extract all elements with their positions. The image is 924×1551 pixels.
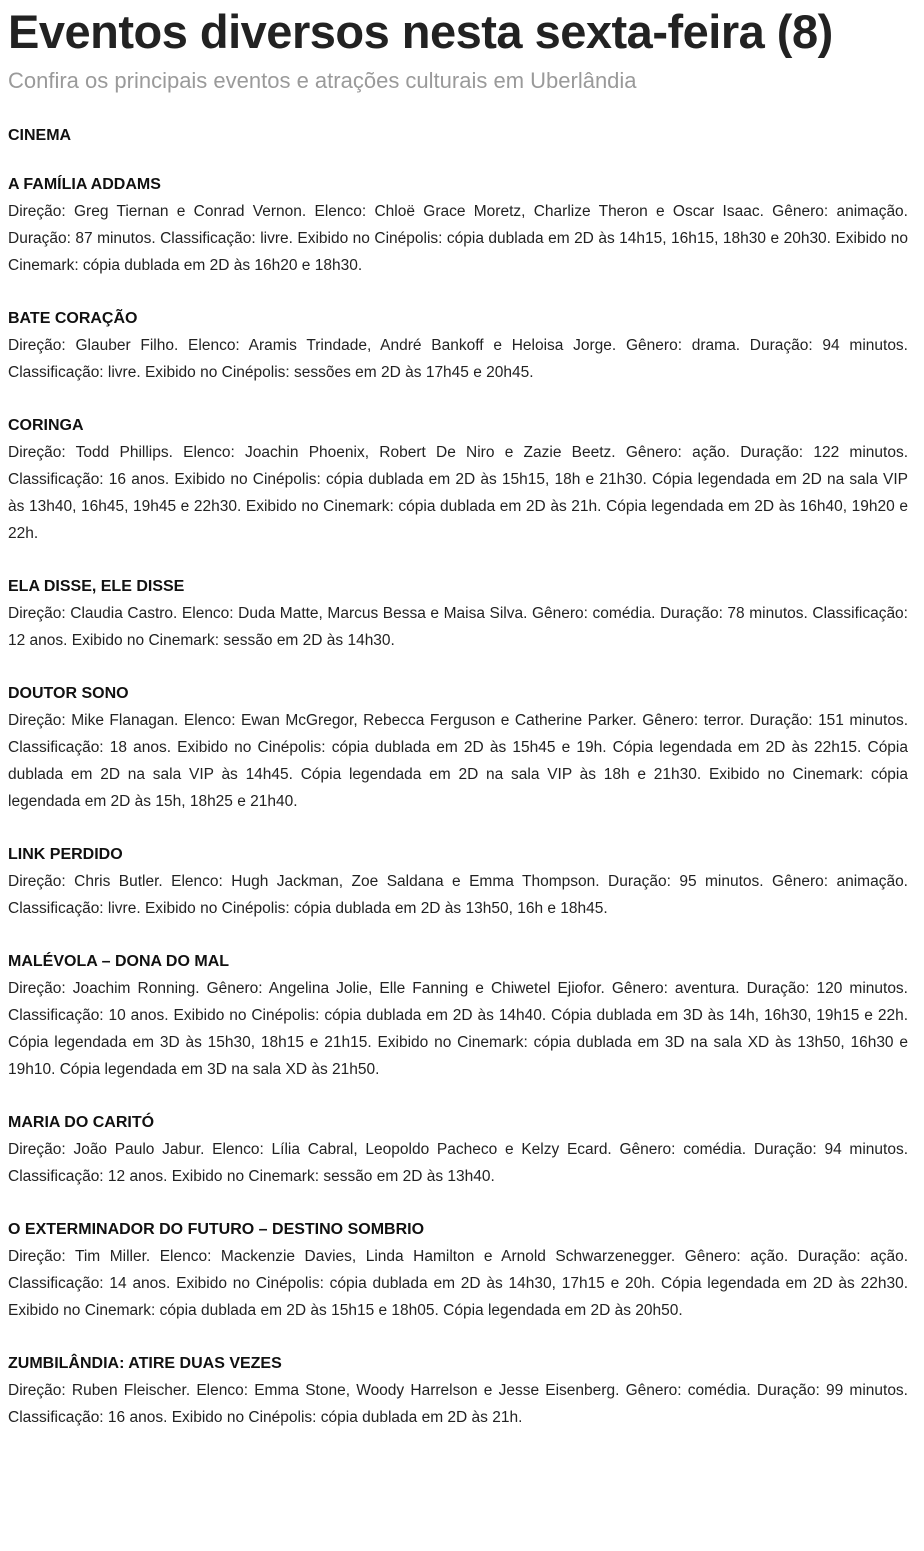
page-subtitle: Confira os principais eventos e atrações culturais em Uberlândia bbox=[8, 68, 637, 93]
film-description: Direção: Ruben Fleischer. Elenco: Emma Stone, Woody Harrelson e Jesse Eisenberg. Gênero: comédia. Duração: 99 minutos. Classificação: 16 anos. Exibido no Cinépolis: cópia dublada em 2D às 21h. bbox=[8, 1382, 908, 1426]
section-heading-cinema: CINEMA bbox=[8, 127, 72, 144]
film-title: ELA DISSE, ELE DISSE bbox=[8, 578, 185, 595]
film-title: MALÉVOLA – DONA DO MAL bbox=[8, 953, 230, 970]
film-title: BATE CORAÇÃO bbox=[8, 310, 138, 327]
film-description: Direção: Claudia Castro. Elenco: Duda Matte, Marcus Bessa e Maisa Silva. Gênero: comédia. Duração: 78 minutos. Classificação: 12 anos. Exibido no Cinemark: sessão em 2D às 14h30. bbox=[8, 605, 908, 649]
film-entry bbox=[8, 681, 908, 815]
film-title: O EXTERMINADOR DO FUTURO – DESTINO SOMBRIO bbox=[8, 1221, 425, 1238]
film-entry bbox=[8, 1217, 908, 1324]
film-title: ZUMBILÂNDIA: ATIRE DUAS VEZES bbox=[8, 1355, 282, 1372]
film-list bbox=[8, 172, 908, 1431]
film-entry bbox=[8, 1351, 908, 1431]
film-description: Direção: Glauber Filho. Elenco: Aramis Trindade, André Bankoff e Heloisa Jorge. Gênero: drama. Duração: 94 minutos. Classificação: livre. Exibido no Cinépolis: sessões em 2D às 17h45 e 20h45. bbox=[8, 337, 908, 381]
film-title: MARIA DO CARITÓ bbox=[8, 1114, 155, 1131]
film-description: Direção: Chris Butler. Elenco: Hugh Jackman, Zoe Saldana e Emma Thompson. Duração: 95 minutos. Gênero: animação. Classificação: livre. Exibido no Cinépolis: cópia dublada em 2D às 13h50, 16h e 18h45. bbox=[8, 873, 908, 917]
film-description: Direção: Mike Flanagan. Elenco: Ewan McGregor, Rebecca Ferguson e Catherine Parker. Gênero: terror. Duração: 151 minutos. Classificação: 18 anos. Exibido no Cinépolis: cópia dublada em 2D às 15h45 e 19h. Cópia legendada em 2D às 22h15. Cópia dublada em 2D na sala VIP às 14h45. Cópia legendada em 2D na sala VIP às 18h e 21h30. Exibido no Cinemark: cópia legendada em 2D às 15h, 18h25 e 21h40. bbox=[8, 712, 908, 810]
page-title: Eventos diversos nesta sexta-feira (8) bbox=[8, 5, 833, 58]
film-title: DOUTOR SONO bbox=[8, 685, 129, 702]
film-entry bbox=[8, 1110, 908, 1190]
film-description: Direção: Joachim Ronning. Gênero: Angelina Jolie, Elle Fanning e Chiwetel Ejiofor. Gênero: aventura. Duração: 120 minutos. Classificação: 10 anos. Exibido no Cinépolis: cópia dublada em 2D às 14h40. Cópia dublada em 3D às 14h, 16h30, 19h15 e 22h. Cópia legendada em 3D às 15h30, 18h15 e 21h15. Exibido no Cinemark: cópia dublada em 3D na sala XD às 13h50, 16h30 e 19h10. Cópia legendada em 3D na sala XD às 21h50. bbox=[8, 980, 908, 1078]
film-description: Direção: João Paulo Jabur. Elenco: Lília Cabral, Leopoldo Pacheco e Kelzy Ecard. Gênero: comédia. Duração: 94 minutos. Classificação: 12 anos. Exibido no Cinemark: sessão em 2D às 13h40. bbox=[8, 1141, 908, 1185]
film-entry bbox=[8, 413, 908, 547]
film-title: A FAMÍLIA ADDAMS bbox=[8, 176, 161, 193]
film-entry bbox=[8, 842, 908, 922]
film-description: Direção: Tim Miller. Elenco: Mackenzie Davies, Linda Hamilton e Arnold Schwarzenegger. Gênero: ação. Duração: ação. Classificação: 14 anos. Exibido no Cinépolis: cópia dublada em 2D às 14h30, 17h15 e 20h. Cópia legendada em 2D às 22h30. Exibido no Cinemark: cópia dublada em 2D às 15h15 e 18h05. Cópia legendada em 2D às 20h50. bbox=[8, 1248, 908, 1319]
film-description: Direção: Greg Tiernan e Conrad Vernon. Elenco: Chloë Grace Moretz, Charlize Theron e Oscar Isaac. Gênero: animação. Duração: 87 minutos. Classificação: livre. Exibido no Cinépolis: cópia dublada em 2D às 14h15, 16h15, 18h30 e 20h30. Exibido no Cinemark: cópia dublada em 2D às 16h20 e 18h30. bbox=[8, 203, 908, 274]
film-entry bbox=[8, 172, 908, 279]
film-title: LINK PERDIDO bbox=[8, 846, 123, 863]
film-entry bbox=[8, 306, 908, 386]
film-description: Direção: Todd Phillips. Elenco: Joachin Phoenix, Robert De Niro e Zazie Beetz. Gênero: ação. Duração: 122 minutos. Classificação: 16 anos. Exibido no Cinépolis: cópia dublada em 2D às 15h15, 18h e 21h30. Cópia legendada em 2D na sala VIP às 13h40, 16h45, 19h45 e 22h30. Exibido no Cinemark: cópia dublada em 2D às 21h. Cópia legendada em 2D às 16h40, 19h20 e 22h. bbox=[8, 444, 908, 542]
film-entry bbox=[8, 574, 908, 654]
film-entry bbox=[8, 949, 908, 1083]
film-title: CORINGA bbox=[8, 417, 84, 434]
